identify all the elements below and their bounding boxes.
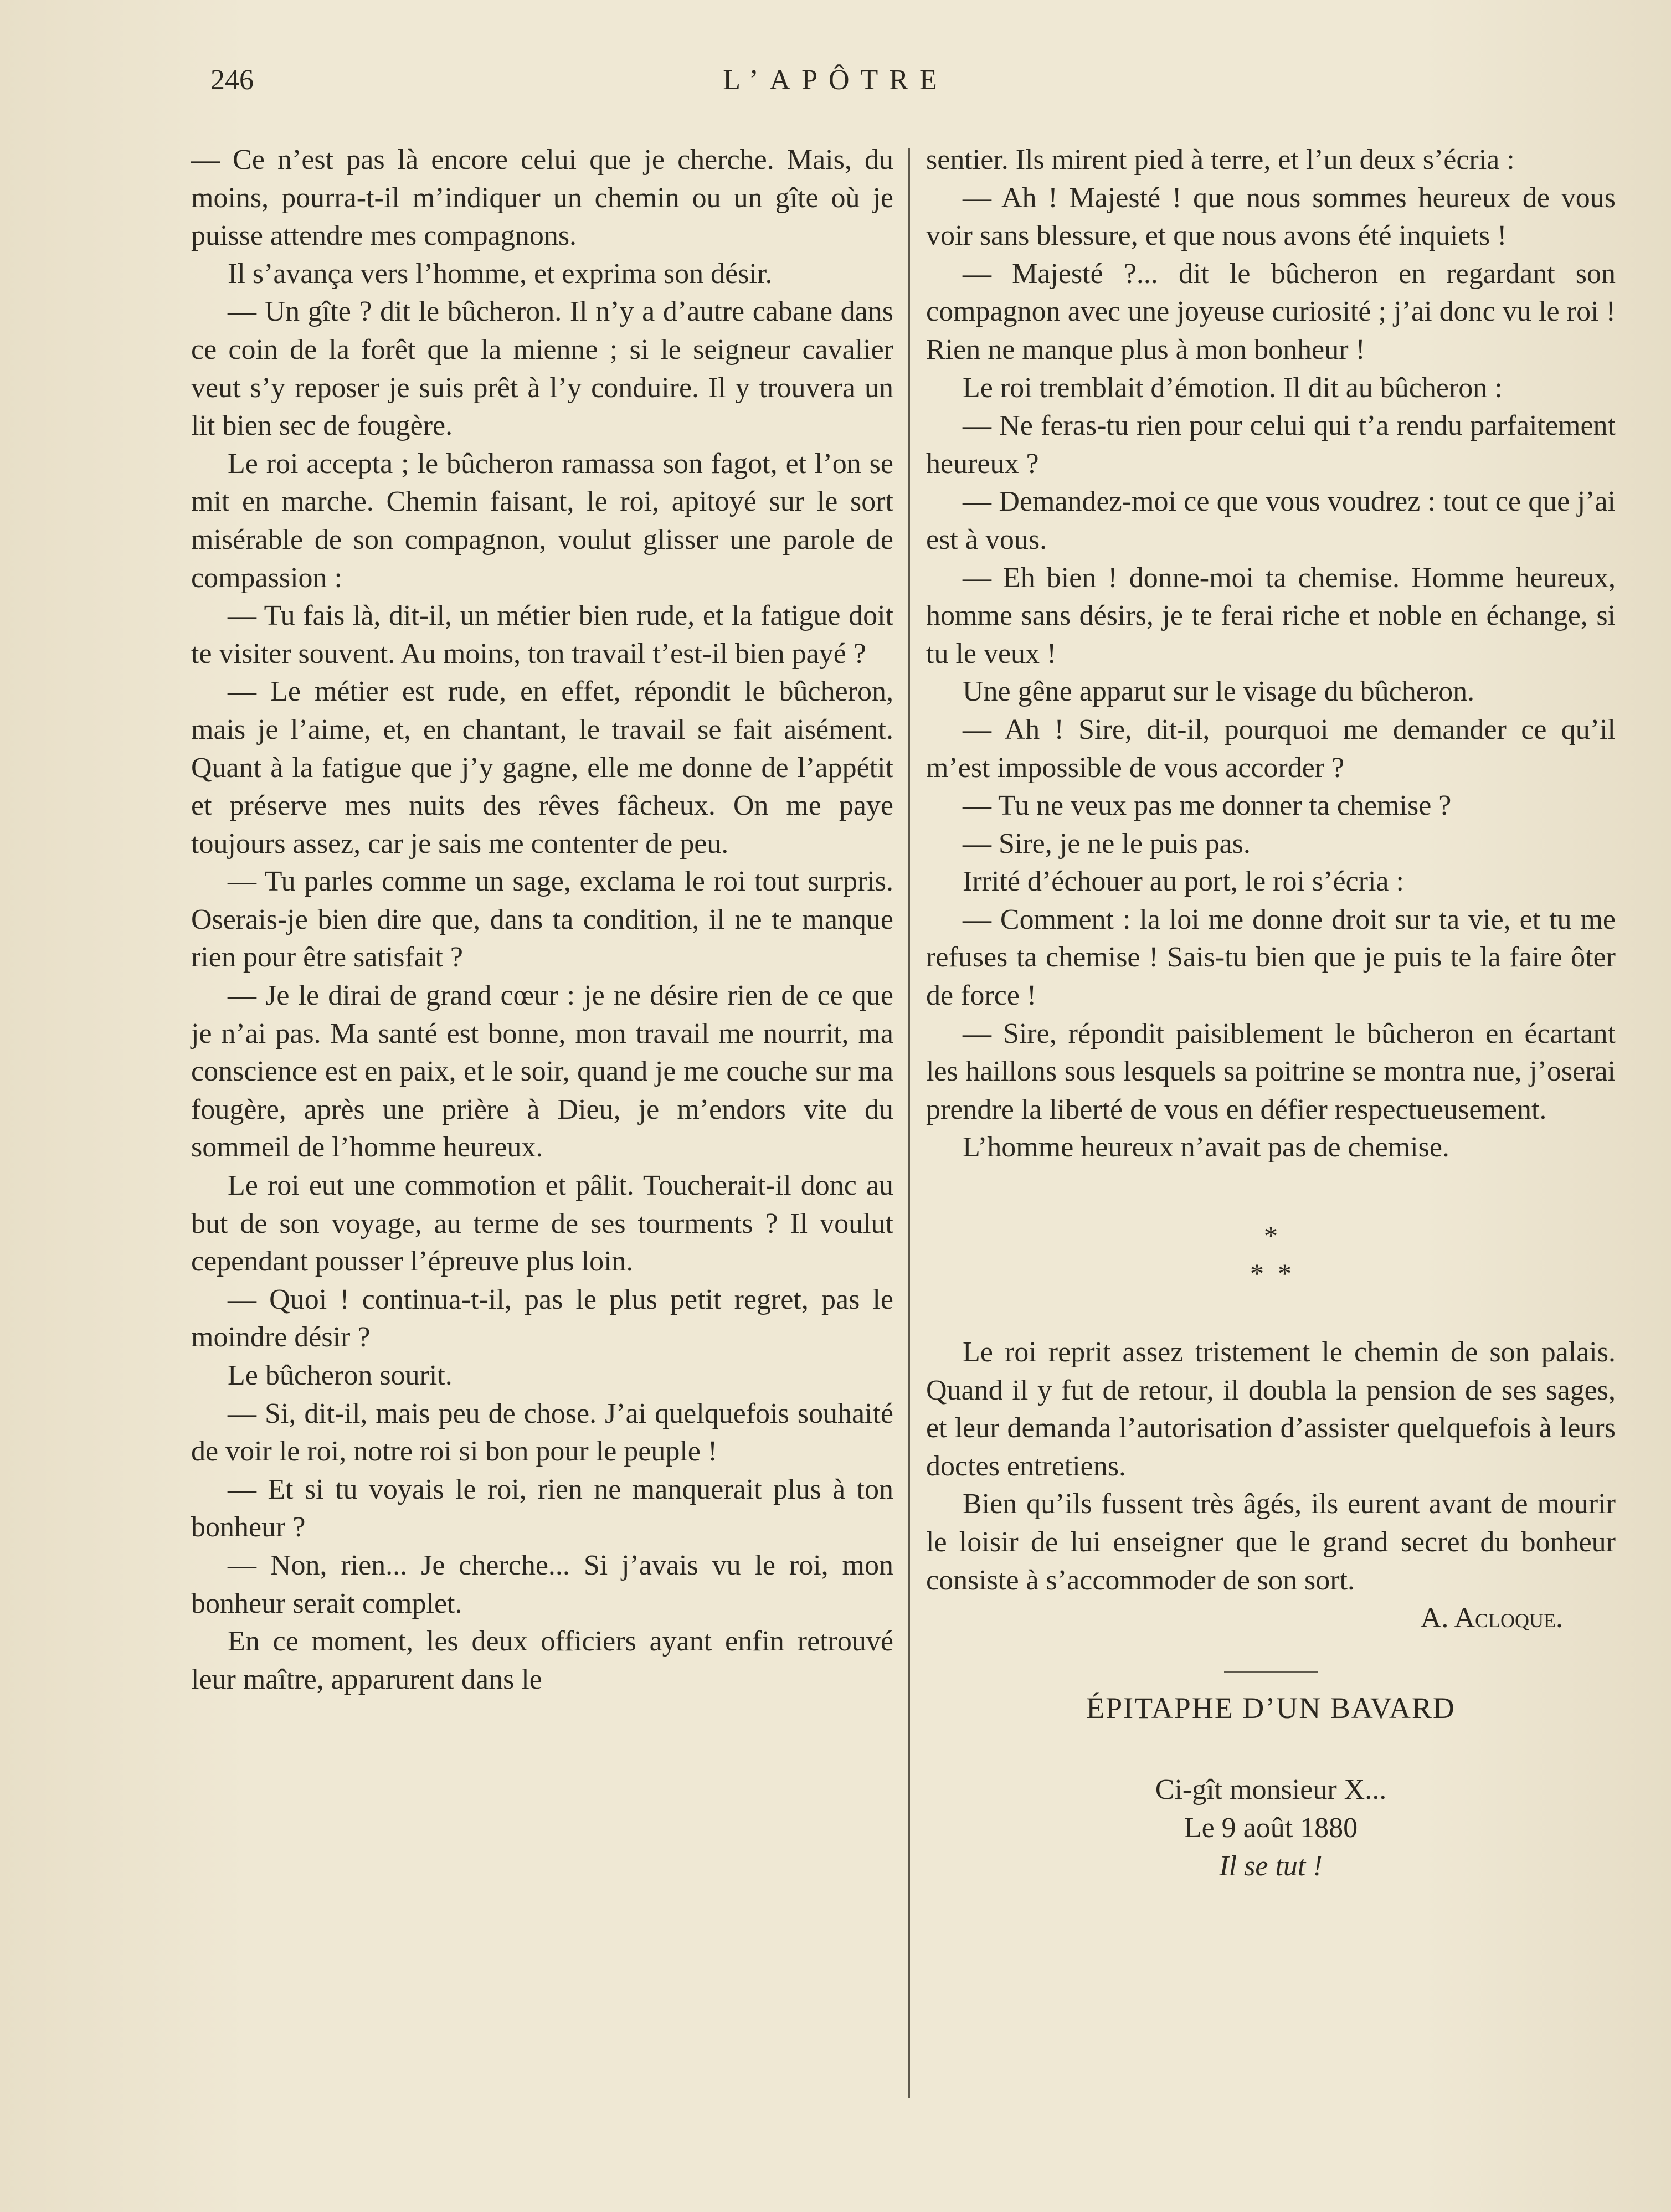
paragraph: — Sire, répondit paisiblement le bûcheron en écartant les haillons sous lesquels sa poitrine se montra nue, j’oserai prendre la liberté de vous en défier respectueusement. — [926, 1017, 1616, 1125]
paragraph: — Majesté ?... dit le bûcheron en regardant son compagnon avec une joyeuse curiosité ; j’ai donc vu le roi ! Rien ne manque plus à mon bonheur ! — [926, 258, 1616, 366]
asterism-top: * — [1264, 1220, 1278, 1252]
paragraph: — Le métier est rude, en effet, répondit le bûcheron, mais je l’aime, et, en chantant, le travail se fait aisément. Quant à la fatigue que j’y gagne, elle me donne de l’appétit et préserve mes nuits des rêves fâcheux. On me paye toujours assez, car je sais me contenter de peu. — [191, 676, 893, 860]
paragraph: — Demandez-moi ce que vous voudrez : tout ce que j’ai est à vous. — [926, 486, 1616, 555]
page-number: 246 — [210, 64, 254, 96]
section-break — [926, 1217, 1616, 1292]
asterism-bottom: * * — [1250, 1258, 1292, 1289]
paragraph: — Ah ! Majesté ! que nous sommes heureux de vous voir sans blessure, et que nous avons été inquiets ! — [926, 182, 1616, 252]
paragraph: Irrité d’échouer au port, le roi s’écria : — [963, 866, 1404, 898]
paragraph: Le bûcheron sourit. — [228, 1360, 453, 1391]
paragraph: — Non, rien... Je cherche... Si j’avais vu le roi, mon bonheur serait complet. — [191, 1549, 893, 1619]
paragraph: Le roi tremblait d’émotion. Il dit au bûcheron : — [963, 372, 1503, 404]
epitaph-title: ÉPITAPHE D’UN BAVARD — [1086, 1691, 1456, 1725]
paragraph: L’homme heureux n’avait pas de chemise. — [963, 1131, 1449, 1164]
paragraph: — Si, dit-il, mais peu de chose. J’ai quelquefois souhaité de voir le roi, notre roi si bon pour le peuple ! — [191, 1397, 893, 1468]
paragraph: Le roi accepta ; le bûcheron ramassa son fagot, et l’on se mit en marche. Chemin faisant, le roi, apitoyé sur le sort misérable de son compagnon, voulut glisser une parole de compassion : — [191, 447, 893, 594]
epitaph-line: Ci-gît monsieur X... — [1155, 1774, 1387, 1806]
paragraph: Une gêne apparut sur le visage du bûcheron. — [963, 676, 1475, 708]
paragraph: — Tu fais là, dit-il, un métier bien rude, et la fatigue doit te visiter souvent. Au moins, ton travail t’est-il bien payé ? — [191, 600, 893, 670]
page-header — [210, 64, 1461, 108]
author-signature: A. Acloque. — [1420, 1602, 1563, 1634]
paragraph: Le roi eut une commotion et pâlit. Toucherait-il donc au but de son voyage, au terme de ses tourments ? Il voulut cependant pousser l’épreuve plus loin. — [191, 1170, 893, 1278]
paragraph: — Et si tu voyais le roi, rien ne manquerait plus à ton bonheur ? — [191, 1473, 893, 1544]
paragraph: — Comment : la loi me donne droit sur ta vie, et tu me refuses ta chemise ! Sais-tu bien que je puis te la faire ôter de force ! — [926, 903, 1616, 1012]
paragraph: — Eh bien ! donne-moi ta chemise. Homme heureux, homme sans désirs, je te ferai riche et noble en échange, si tu le veux ! — [926, 562, 1616, 670]
paragraph: — Quoi ! continua-t-il, pas le plus petit regret, pas le moindre désir ? — [191, 1283, 893, 1354]
paragraph: — Tu parles comme un sage, exclama le roi tout surpris. Oserais-je bien dire que, dans ta condition, il ne te manque rien pour être satisfait ? — [191, 866, 893, 974]
paragraph: — Ah ! Sire, dit-il, pourquoi me demander ce qu’il m’est impossible de vous accorder ? — [926, 713, 1616, 784]
paragraph: — Ce n’est pas là encore celui que je cherche. Mais, du moins, pourra-t-il m’indiquer un chemin ou un gîte où je puisse attendre mes compagnons. — [191, 144, 893, 252]
epitaph-line: Il se tut ! — [1219, 1850, 1323, 1882]
paragraph: — Ne feras-tu rien pour celui qui t’a rendu parfaitement heureux ? — [926, 410, 1616, 480]
paragraph: — Un gîte ? dit le bûcheron. Il n’y a d’autre cabane dans ce coin de la forêt que la mienne ; si le seigneur cavalier veut s’y reposer je suis prêt à l’y conduire. Il y trouvera un lit bien sec de fougère. — [191, 296, 893, 442]
left-column — [191, 141, 893, 1699]
paragraph: Il s’avança vers l’homme, et exprima son désir. — [228, 258, 773, 290]
separator-rule — [1224, 1671, 1318, 1673]
column-divider — [908, 148, 910, 2098]
paragraph: — Sire, je ne le puis pas. — [963, 827, 1251, 860]
paragraph: — Je le dirai de grand cœur : je ne désire rien de ce que je n’ai pas. Ma santé est bonne, mon travail me nourrit, ma conscience est en paix, et le soir, quand je me couche sur ma fougère, après une prière à Dieu, je m’endors vite du sommeil de l’homme heureux. — [191, 980, 893, 1164]
paragraph: Bien qu’ils fussent très âgés, ils eurent avant de mourir le loisir de lui enseigner que le grand secret du bonheur consiste à s’accommoder de son sort. — [926, 1488, 1616, 1596]
running-head: L’APÔTRE — [723, 64, 948, 96]
paragraph: — Tu ne veux pas me donner ta chemise ? — [963, 790, 1452, 822]
paragraph: sentier. Ils mirent pied à terre, et l’un deux s’écria : — [926, 144, 1515, 176]
epitaph-line: Le 9 août 1880 — [1184, 1812, 1358, 1844]
paragraph: En ce moment, les deux officiers ayant enfin retrouvé leur maître, apparurent dans le — [191, 1625, 893, 1695]
right-column — [926, 141, 1616, 1885]
paragraph: Le roi reprit assez tristement le chemin de son palais. Quand il y fut de retour, il doubla la pension de ses sages, et leur demanda l’autorisation d’assister quelquefois à leurs doctes entretiens. — [926, 1336, 1616, 1482]
